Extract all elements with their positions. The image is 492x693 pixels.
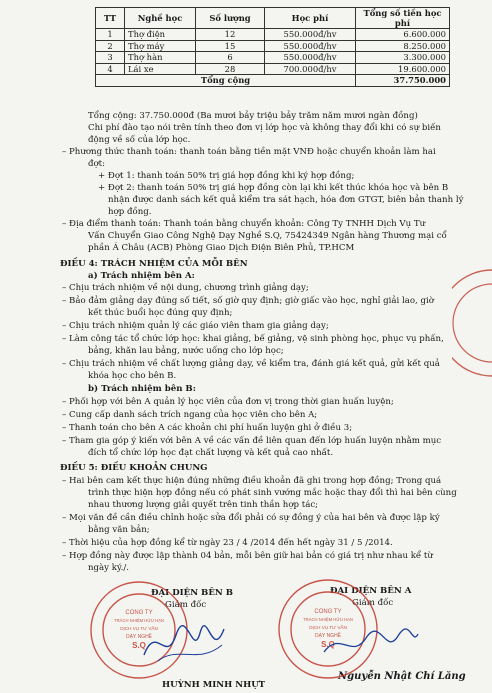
text-line: ngày ký./. — [88, 563, 130, 573]
text-line: nhau thương lượng giải quyết trên tinh thần hợp tác; — [88, 500, 319, 510]
stamp-text: CÔNG TY — [125, 610, 153, 616]
table-row — [96, 29, 450, 41]
table-cell: Lái xe — [125, 63, 196, 75]
table-cell: 3 — [96, 52, 125, 64]
text-line: + Đợt 2: thanh toán 50% trị giá hợp đồng còn lại khi kết thúc khóa học và bên B — [98, 183, 449, 193]
table-cell: 550.000đ/hv — [265, 40, 356, 52]
table-cell: 19.600.000 — [356, 63, 450, 75]
text-line: – Chịu trách nhiệm về nội dung, chương trình giảng dạy; — [62, 283, 309, 293]
table-total-row — [96, 75, 450, 87]
stamp-text: TRÁCH NHIỆM HỮU HẠN — [114, 618, 164, 623]
stamp-text: DẠY NGHỀ — [125, 634, 153, 640]
stamp-text: DỊCH VỤ TƯ VẤN — [120, 626, 158, 631]
section-heading: a) Trách nhiệm bên A: — [88, 271, 195, 281]
text-line: – Phương thức thanh toán: thanh toán bằng tiền mặt VNĐ hoặc chuyển khoản làm hai — [62, 147, 436, 157]
text-line: Vấn Chuyển Giao Công Nghệ Dạy Nghề S.Q, 75424349 Ngân hàng Thương mại cổ — [88, 231, 447, 241]
table-cell: 700.000đ/hv — [265, 63, 356, 75]
text-line: khóa học cho bên B. — [88, 371, 177, 381]
text-line: – Phối hợp với bên A quản lý học viên của đơn vị trong thời gian huấn luyện; — [62, 397, 394, 407]
table-header-cell: Số lượng — [196, 8, 265, 29]
text-line: – Hợp đồng này được lập thành 04 bản, mỗi bên giữ hai bản có giá trị như nhau kể từ — [62, 551, 433, 561]
stamp-text: TRÁCH NHIỆM HỮU HẠN — [303, 617, 353, 622]
table-cell: 2 — [96, 40, 125, 52]
table-cell: 6 — [196, 52, 265, 64]
section-heading: b) Trách nhiệm bên B: — [88, 384, 196, 394]
text-line: – Tham gia góp ý kiến với bên A về các vấn đề liên quan đến lớp huấn luyện nhằm mục — [62, 436, 442, 446]
table-cell: 550.000đ/hv — [265, 52, 356, 64]
text-line: – Thanh toán cho bên A các khoản chi phí huấn luyện ghi ở điều 3; — [62, 423, 353, 433]
text-line: trình thực hiện hợp đồng nếu có phát sinh vướng mắc hoặc thay đổi thì hai bên cùng — [88, 488, 457, 498]
table-header-cell: TT — [96, 8, 125, 29]
stamp-text: S.Q — [321, 640, 335, 649]
table-cell: 550.000đ/hv — [265, 29, 356, 41]
table-header-cell: Học phí — [265, 8, 356, 29]
text-line: – Bảo đảm giảng dạy đúng số tiết, số giờ quy định; giờ giấc vào học, nghỉ giải lao, giờ — [62, 296, 434, 306]
text-line: bằng văn bản; — [88, 525, 150, 535]
section-heading: ĐIỀU 4: TRÁCH NHIỆM CỦA MỖI BÊN — [60, 259, 248, 269]
section-heading: ĐIỀU 5: ĐIỀU KHOẢN CHUNG — [60, 463, 208, 473]
table-cell: Thợ máy — [125, 40, 196, 52]
tuition-table-header — [96, 8, 450, 29]
table-row — [96, 40, 450, 52]
party-b-title: ĐẠI DIỆN BÊN B — [151, 588, 233, 598]
text-line: – Địa điểm thanh toán: Thanh toán bằng chuyển khoản: Công Ty TNHH Dịch Vụ Tư — [62, 219, 426, 229]
text-line: phần Á Châu (ACB) Phòng Giao Dịch Điện Biên Phủ, TP.HCM — [88, 243, 355, 253]
table-cell: 6.600.000 — [356, 29, 450, 41]
table-row — [96, 63, 450, 75]
table-cell: 4 — [96, 63, 125, 75]
table-cell: 15 — [196, 40, 265, 52]
text-line: – Mọi văn đề cần điều chỉnh hoặc sửa đổi phải có sự đồng ý của hai bên và được lập ký — [62, 513, 440, 523]
signature-a — [320, 616, 420, 668]
text-line: đợt: — [88, 159, 106, 169]
text-line: Chi phí đào tạo nói trên tính theo đơn vị lớp học và không thay đổi khi có sự biến — [88, 123, 441, 133]
text-line: + Đợt 1: thanh toán 50% trị giá hợp đồng khi ký hợp đồng; — [98, 171, 355, 181]
party-a-role: Giám đốc — [352, 598, 394, 608]
party-a-name: Nguyễn Nhật Chí Lăng — [338, 671, 466, 682]
party-b-role: Giám đốc — [165, 600, 207, 610]
text-line: Tổng cộng: 37.750.000đ (Ba mươi bảy triệu bảy trăm năm mươi ngàn đồng) — [88, 111, 418, 121]
text-line: – Chịu trách nhiệm quản lý các giáo viên tham gia giảng dạy; — [62, 321, 329, 331]
text-line: – Cung cấp danh sách trích ngang của học viên cho bên A; — [62, 410, 318, 420]
text-line: – Làm công tác tổ chức lớp học: khai giảng, bế giảng, vệ sinh phòng học, phục vụ phấn, — [62, 334, 444, 344]
table-header-cell: Nghề học — [125, 8, 196, 29]
table-cell: 1 — [96, 29, 125, 41]
total-value: 37.750.000 — [356, 75, 450, 87]
text-line: động về số của lớp học. — [88, 135, 191, 145]
table-row — [96, 52, 450, 64]
party-b-name: HUỲNH MINH NHỰT — [162, 680, 266, 690]
signature-b — [138, 615, 228, 670]
text-line: nhận được danh sách kết quả kiểm tra sát hạch, hóa đơn GTGT, biên bản thanh lý — [108, 195, 464, 205]
table-cell: Thợ điện — [125, 29, 196, 41]
text-line: – Chịu trách nhiệm về chất lượng giảng dạy, về kiểm tra, đánh giá kết quả, gửi kết quả — [62, 359, 440, 369]
text-line: bảng, khăn lau bảng, nước uống cho lớp học; — [88, 346, 284, 356]
stamp-text: DẠY NGHỀ — [314, 633, 342, 639]
text-line: đích tổ chức lớp học đạt chất lượng và kết quả cao nhất. — [88, 448, 334, 458]
table-cell: Thợ hàn — [125, 52, 196, 64]
tuition-table — [95, 7, 450, 87]
table-cell: 12 — [196, 29, 265, 41]
edge-stamp — [452, 268, 492, 378]
stamp-text: DỊCH VỤ TƯ VẤN — [309, 625, 347, 630]
text-line: kết thúc buổi học đúng quy định; — [88, 308, 233, 318]
stamp-text: S.Q — [132, 641, 146, 650]
table-header-cell: Tổng số tiền học phí — [356, 8, 450, 29]
text-line: hợp đồng. — [108, 207, 152, 217]
table-cell: 3.300.000 — [356, 52, 450, 64]
total-label: Tổng cộng — [96, 75, 356, 87]
table-cell: 8.250.000 — [356, 40, 450, 52]
text-line: – Hai bên cam kết thực hiện đúng những điều khoản đã ghi trong hợp đồng; Trong quá — [62, 476, 442, 486]
table-cell: 28 — [196, 63, 265, 75]
text-line: – Thời hiệu của hợp đồng kể từ ngày 23 / 4 /2014 đến hết ngày 31 / 5 /2014. — [62, 538, 393, 548]
stamp-text: CÔNG TY — [314, 609, 342, 615]
party-a-title: ĐẠI DIỆN BÊN A — [330, 586, 412, 596]
